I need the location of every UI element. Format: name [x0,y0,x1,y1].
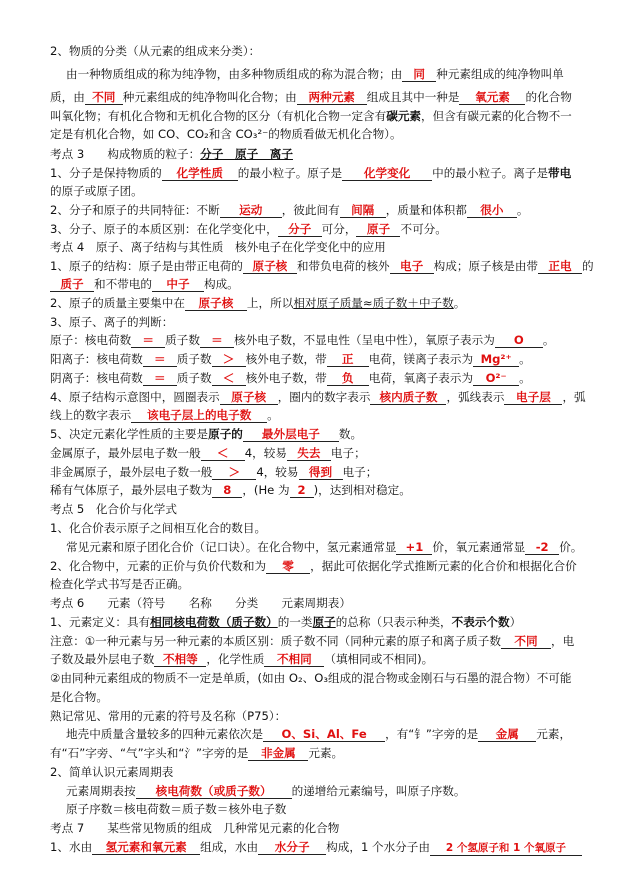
line-common-valence [66,540,582,555]
text: 电荷，镁离子表示为 [368,352,474,366]
answer-blank: 中子 [152,277,204,292]
line-memorize-symbols [50,709,286,723]
text: 是化合物。 [50,690,108,704]
text: 可分， [321,222,357,236]
section-heading-kaodian3 [50,147,293,161]
text: 电荷，氧离子表示为 [368,371,474,385]
text: 质子数 [176,352,212,366]
text: ，但含有碳元素的化合物不一 [421,109,572,123]
text: 阳离子：核电荷数 [50,352,143,366]
answer-blank: 间隔 [340,203,386,218]
text: ，弧线表示 [446,390,505,404]
answer-blank: 两种元素 [297,90,367,105]
text: 考点 3 构成物质的粒子： [50,147,201,161]
text: 3、分子、原子的本质区别：在化学变化中， [50,222,278,236]
text: 。 [516,203,529,217]
section-heading-kaodian7 [50,821,339,835]
answer-blank: 正 [327,352,369,367]
text: 4，较易 [244,446,287,460]
answer-blank: 水分子 [258,840,326,855]
answer-blank: 不同 [501,634,551,649]
text: ，圈内的数字表示 [277,390,371,404]
text: 4、原子结构示意图中，圆圈表示 [50,390,220,404]
text: 价，氧元素通常显 [432,540,526,554]
text: 2、物质的分类（从元素的组成来分类）： [50,44,261,58]
line-essential-difference [50,222,447,237]
text: 质子数 [176,371,212,385]
text: 线上的数字表示 [50,408,132,422]
answer-blank: 氢元素和氧元素 [92,840,200,855]
answer-blank: ＞ [212,465,256,480]
text: 5、决定元素化学性质的主要是 [50,427,209,441]
answer-blank: 原子核 [185,296,247,311]
line-nonmetal-radicals [50,746,343,761]
text: 元素。 [308,746,344,760]
text: 组成且其中一种是 [366,90,460,104]
text: 的原子或原子团。 [50,184,143,198]
text: 金属原子，最外层电子数一般 [50,446,201,460]
line-note-2 [50,671,572,685]
text: 构成，1 个水分子由 [326,840,430,854]
line-structure-diagram [50,390,586,405]
bold-text: 不表示个数 [451,615,510,629]
answer-blank: 失去 [287,446,331,461]
answer-blank: 最外层电子 [243,427,339,442]
text: 上，所以 [246,296,294,310]
line-valence-definition [50,521,266,535]
text: 4，较易 [256,465,299,479]
bold-text: 带电 [548,166,572,180]
answer-blank: 氧元素 [459,90,525,105]
text: 的一类 [277,615,313,629]
line-element-definition [50,615,521,629]
answer-blank: 原子核 [243,259,297,274]
text: 1、水由 [50,840,93,854]
text: 考点 7 某些常见物质的组成 几种常见元素的化合物 [50,821,340,835]
answer-blank: 化学性质 [162,166,238,181]
section-heading-kaodian5 [50,502,177,516]
text: 的递增给元素编号，叫原子序数。 [291,784,466,798]
answer-blank: ＞ [212,352,246,367]
text: 核外电子数，带 [245,371,327,385]
text: ，电 [550,634,575,648]
text: ，据此可依据化学式推断元素的化合价和根据化合价 [310,559,577,573]
text: 非金属原子，最外层电子数一般 [50,465,213,479]
answer-blank: 原子核 [220,390,278,405]
text: 地壳中质量含量较多的四种元素依次是 [66,727,264,741]
bold-text: 相同核电荷数（质子数） [150,615,278,629]
section-heading-kaodian6 [50,596,351,610]
answer-blank: 很小 [467,203,517,218]
text: 叫氧化物；有机化合物和无机化合物的区分（有机化合物一定含有 [50,109,387,123]
text: 的总称（只表示种类， [335,615,452,629]
text: )，达到相对稳定。 [313,483,411,497]
bold-text: 原子 [312,615,336,629]
text: 质子数 [165,333,200,347]
text: 2、化合物中，元素的正价与负价代数和为 [50,559,267,573]
line-formula-check [50,577,189,591]
answer-blank: 电子层 [504,390,562,405]
answer-blank: +1 [396,540,432,555]
line-cation [50,352,531,367]
text: 。 [519,352,531,366]
text: ，化学性质 [206,652,265,666]
answer-blank: Mg²⁺ [473,352,519,367]
line-common-features [50,203,528,218]
text: 1、元素定义：具有 [50,615,151,629]
answer-blank: ＝ [131,333,165,348]
text: 质，由 [50,90,85,104]
answer-blank: O [495,333,543,348]
line-anion [50,371,531,386]
text: 阴离子：核电荷数 [50,371,143,385]
answer-blank: 负 [327,371,369,386]
answer-blank: 2 个氢原子和 1 个氧原子 [430,841,582,856]
text: 考点 6 元素（符号 名称 分类 元素周期表） [50,596,351,610]
answer-blank: 零 [266,559,310,574]
text: 稀有气体原子，最外层电子数为 [50,483,213,497]
line-valence-sum [50,559,577,574]
line-atom-ion-judgement [50,315,173,329]
line-note-1 [50,634,574,649]
line-atom-structure [50,259,594,274]
text: 的化合物 [525,90,572,104]
answer-blank: 核电荷数（或质子数） [136,784,292,799]
text: 数。 [338,427,363,441]
text: ） [509,615,522,629]
underlined-text: 相对原子质量≈质子数＋中子数 [293,296,454,310]
answer-blank: ＜ [201,446,245,461]
line-atomic-number-rule [66,784,466,799]
text: 核外电子数，不显电性（呈电中性），氧原子表示为 [233,333,495,347]
text: 原子序数＝核电荷数＝质子数＝核外电子数 [66,802,287,816]
line-arc-number [50,408,279,423]
text: 。 [542,333,555,347]
text: 的 [582,259,594,273]
answer-blank: 2 [290,483,314,498]
text: ，质量和体积都 [385,203,467,217]
text: ，有“钅”字旁的是 [385,727,479,741]
text: 有“石”字旁、“气”字头和“氵”字旁的是 [50,746,249,760]
answer-blank: ＝ [143,352,177,367]
text: 1、分子是保持物质的 [50,166,162,180]
answer-blank: 电子 [390,259,434,274]
line-pure-mixture [66,67,564,82]
text: 的最小粒子。原子是 [237,166,343,180]
line-water-composition [50,840,582,856]
text: 电子； [342,465,378,479]
line-ion-definition [50,184,143,198]
text: 定是有机化合物，如 CO、CO₂和含 CO₃²⁻的物质看做无机化合物）。 [50,127,402,141]
text: 1、原子的结构：原子是由带正电荷的 [50,259,243,273]
text: 3、原子、离子的判断： [50,315,174,329]
answer-blank: 正电 [538,259,582,274]
text: 考点 5 化合价与化学式 [50,502,177,516]
text: 元素， [536,727,572,741]
answer-blank: 化学变化 [342,166,432,181]
line-noble-gas [50,483,411,498]
answer-blank: 不相同 [264,652,324,667]
text: 2、原子的质量主要集中在 [50,296,185,310]
line-nucleus-composition [50,277,239,292]
text: 和不带电的 [94,277,152,291]
answer-blank: 原子 [356,222,400,237]
text: 熟记常见、常用的元素的符号及名称（P75）： [50,709,287,723]
line-crust-elements [66,727,571,742]
line-organic-inorganic [50,109,572,123]
bold-text: 分子 原子 离子 [200,147,293,161]
text: 组成，水由 [200,840,259,854]
answer-blank: ＝ [200,333,234,348]
line-atom-charge [50,333,554,348]
text: 考点 4 原子、离子结构与其性质 核外电子在化学变化中的应用 [50,240,386,254]
text: 构成；原子核是由带 [433,259,539,273]
text: 中的最小粒子。离子是 [432,166,549,180]
answer-blank: ＝ [143,371,177,386]
text: 2、分子和原子的共同特征：不断 [50,203,220,217]
text: ，弧 [562,390,586,404]
answer-blank: 质子 [50,277,94,292]
line-periodic-table [50,765,173,779]
text: 核外电子数，带 [245,352,327,366]
line-atomic-number-equation [66,802,286,816]
text: 价。 [559,540,583,554]
text: 2、简单认识元素周期表 [50,765,174,779]
line-note-2-cont [50,690,108,704]
line-atomic-mass [50,296,465,311]
answer-blank: 得到 [299,465,343,480]
answer-blank: 同 [402,67,436,82]
answer-blank: 非金属 [248,746,308,761]
line-compound-oxide [50,90,572,105]
text: 元素周期表按 [66,784,136,798]
line-material-classification [50,44,260,58]
bold-text: 原子的 [208,427,243,441]
answer-blank: O²⁻ [473,371,519,386]
text: 1、化合价表示原子之间相互化合的数目。 [50,521,267,535]
text: 注意：①一种元素与另一种元素的本质区别：质子数不同（同种元素的原子和离子质子数 [50,634,501,648]
answer-blank: 不同 [85,90,123,105]
line-molecule-definition [50,166,571,181]
answer-blank: 该电子层上的电子数 [131,408,267,423]
text: 不可分。 [400,222,447,236]
text: 构成。 [203,277,239,291]
answer-blank: 金属 [478,727,536,742]
bold-text: 碳元素 [386,109,422,123]
text: 。 [453,296,466,310]
answer-blank: 运动 [220,203,282,218]
answer-blank: 核内质子数 [370,390,446,405]
text: 检查化学式书写是否正确。 [50,577,190,591]
text: 常见元素和原子团化合价（记口诀）。在化合物中，氢元素通常显 [66,540,397,554]
answer-blank: 8 [212,483,242,498]
text: 和带负电荷的核外 [296,259,390,273]
text: （填相同或不相同)。 [324,652,434,666]
answer-blank: -2 [525,540,559,555]
answer-blank: 分子 [278,222,322,237]
answer-blank: ＜ [212,371,246,386]
answer-blank: 不相等 [154,652,206,667]
text: ，(He 为 [242,483,290,497]
text: ②由同种元素组成的物质不一定是单质，(如由 O₂、O₃组成的混合物或金刚石与石墨的混合物）不可能 [50,671,572,685]
text: 。 [519,371,531,385]
answer-blank: O、Si、Al、Fe [263,727,385,742]
text: 种元素组成的纯净物叫单 [436,67,564,81]
text: 子数及最外层电子数 [50,652,155,666]
text: 。 [267,408,279,422]
text: 种元素组成的纯净物叫化合物；由 [122,90,297,104]
text: 电子； [330,446,366,460]
line-nonmetal-atom [50,465,377,480]
text: 原子：核电荷数 [50,333,132,347]
line-inorganic-note [50,127,402,141]
text: 由一种物质组成的称为纯净物，由多种物质组成的称为混合物；由 [66,67,403,81]
line-metal-atom [50,446,366,461]
line-chemical-property [50,427,362,442]
section-heading-kaodian4 [50,240,386,254]
line-note-1-cont [50,652,433,667]
text: ，彼此间有 [281,203,340,217]
